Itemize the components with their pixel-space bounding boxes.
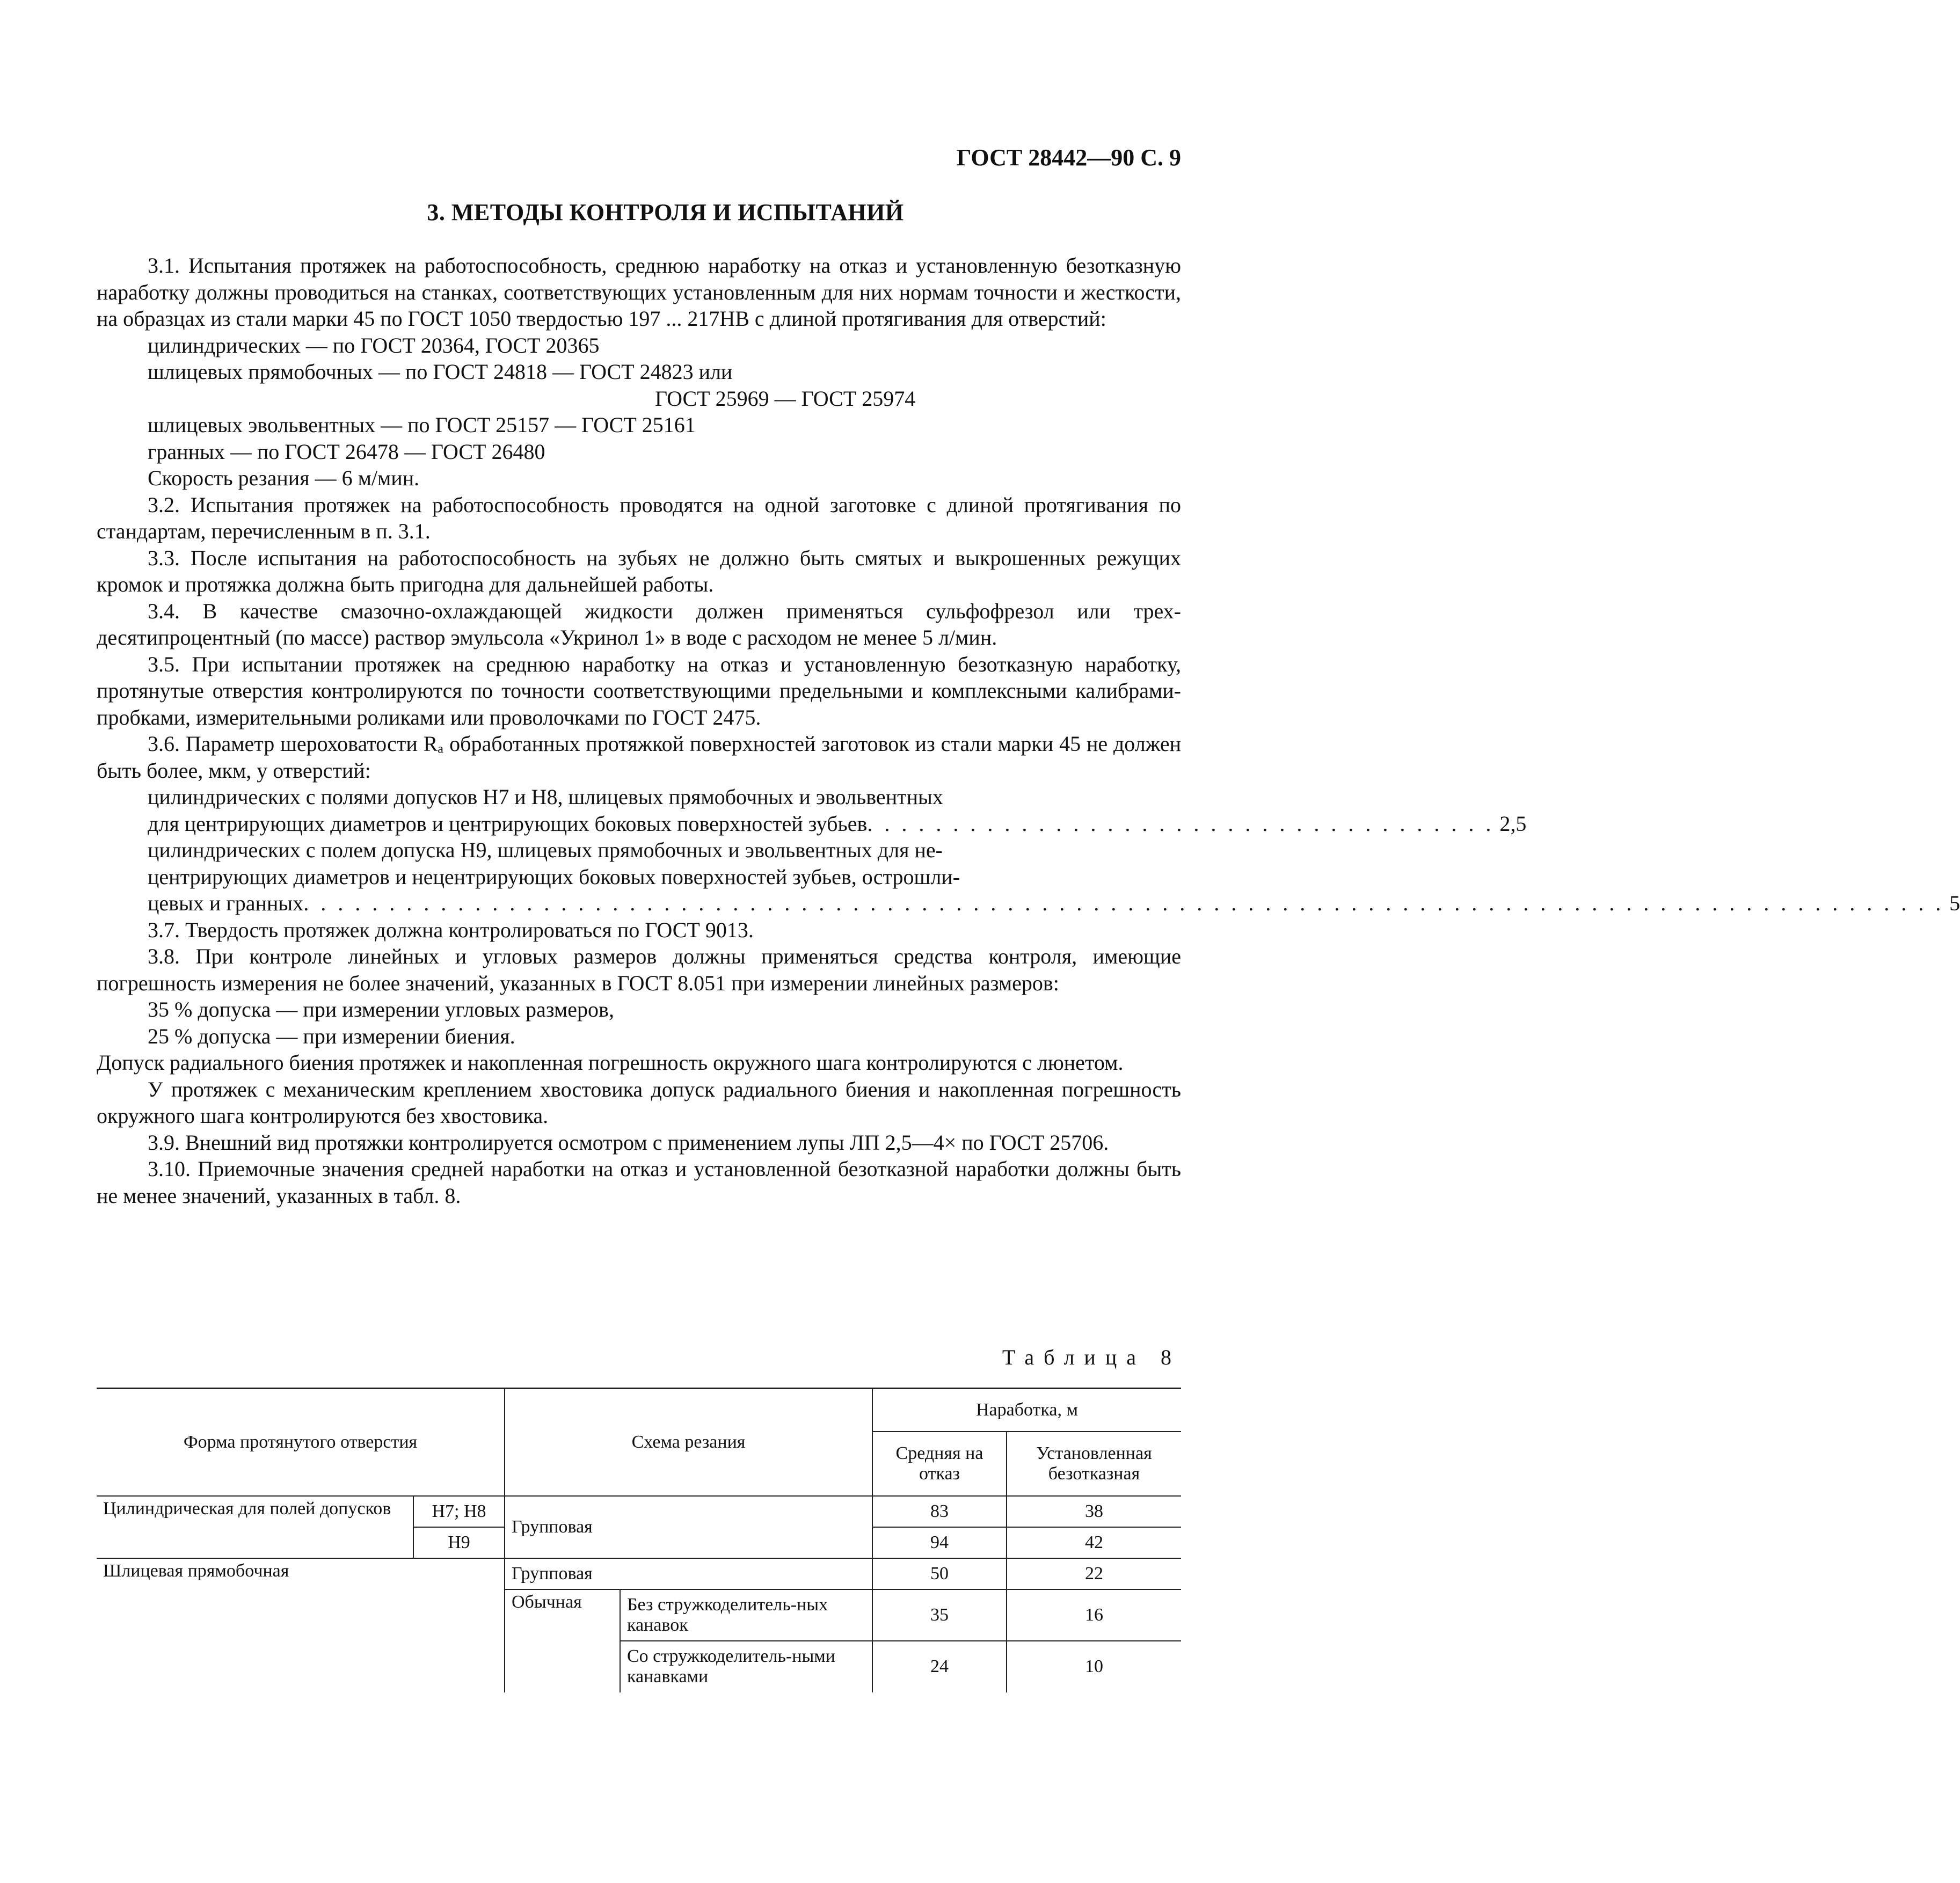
para-3-8-d: У протяжек с механическим креплением хвостовика допуск радиального биения и накопленная погрешность окружного шага контролируются без хвостовика. (97, 1077, 1181, 1128)
cell-scheme-ordinary: Обычная (505, 1589, 620, 1692)
list-item: центрирующих диаметров и нецентрирующих боковых поверхностей зубьев, острошли- (148, 864, 960, 889)
dot-leader-row (148, 890, 1960, 917)
dot-row-value: 2,5 (1499, 811, 1527, 836)
header-form: Форма протянутого отверстия (97, 1389, 505, 1496)
cell-scheme-group: Групповая (505, 1558, 872, 1589)
table-8 (97, 1388, 1181, 1692)
para-3-10: 3.10. Приемочные значения средней наработки на отказ и установленной безотказной наработки должны быть не менее значений, указанных в табл. 8. (97, 1157, 1181, 1208)
para-3-2: 3.2. Испытания протяжек на работоспособность проводятся на одной заготовке с длиной протягивания по стандартам, перечисленным в п. 3.1. (97, 492, 1181, 543)
para-3-9: 3.9. Внешний вид протяжки контролируется осмотром с применением лупы ЛП 2,5—4× по ГОСТ 25706. (148, 1130, 1109, 1155)
para-3-1: 3.1. Испытания протяжек на работоспособность, среднюю наработку на отказ и установленную безотказную наработку должны проводиться на станках, соответствующих установленным для них нормам точности и жесткости, на образцах из стали марки 45 по ГОСТ 1050 твердостью 197 ... 217НВ с длиной протягивания для отверстий: (97, 253, 1181, 331)
header-avg: Средняя на отказ (872, 1432, 1007, 1496)
cell-form-spline: Шлицевая прямобочная (97, 1558, 505, 1692)
list-item: 25 % допуска — при измерении биения. (148, 1024, 515, 1048)
header-scheme: Схема резания (505, 1389, 872, 1496)
list-item: Скорость резания — 6 м/мин. (148, 466, 420, 490)
list-item: гранных — по ГОСТ 26478 — ГОСТ 26480 (148, 439, 545, 464)
cell-est: 42 (1007, 1527, 1181, 1558)
para-3-5: 3.5. При испытании протяжек на среднюю наработку на отказ и установленную безотказную наработку, протянутые отверстия контролируются по точности соответствующими предельными и комплексными калибрами-пробками, измерительными роликами или проволочками по ГОСТ 2475. (97, 652, 1181, 729)
list-item: цилиндрических с полями допусков Н7 и Н8, шлицевых прямобочных и эвольвентных (148, 785, 943, 809)
document-body (97, 252, 1960, 1209)
cell-avg: 35 (872, 1589, 1007, 1641)
cell-form-cyl: Цилиндрическая для полей допусков (97, 1496, 413, 1558)
cell-est: 10 (1007, 1641, 1181, 1692)
cell-avg: 83 (872, 1496, 1007, 1527)
para-3-6: 3.6. Параметр шероховатости Rₐ обработанных протяжкой поверхностей заготовок из стали марки 45 не должен быть более, мкм, у отверстий: (97, 732, 1181, 783)
para-3-7: 3.7. Твердость протяжек должна контролироваться по ГОСТ 9013. (148, 917, 754, 942)
para-3-8-c: Допуск радиального биения протяжек и накопленная погрешность окружного шага контролируются с люнетом. (97, 1050, 1124, 1075)
cell-est: 38 (1007, 1496, 1181, 1527)
cell-scheme-group: Групповая (505, 1496, 872, 1558)
cell-tol-h9: Н9 (413, 1527, 505, 1558)
dot-leader: . . . . . . . . . . . . . . . . . . . . . . . . . . . . . . . . . . . . . (867, 811, 1495, 836)
section-title: 3. МЕТОДЫ КОНТРОЛЯ И ИСПЫТАНИЙ (427, 199, 904, 225)
cell-est: 16 (1007, 1589, 1181, 1641)
list-item: ГОСТ 25969 — ГОСТ 25974 (655, 386, 916, 411)
list-item: цилиндрических с полем допуска Н9, шлицевых прямобочных и эвольвентных для не- (148, 838, 943, 862)
list-item: цилиндрических — по ГОСТ 20364, ГОСТ 20365 (148, 333, 600, 357)
page-header-ref: ГОСТ 28442—90 С. 9 (956, 144, 1181, 171)
cell-avg: 50 (872, 1558, 1007, 1589)
para-3-8: 3.8. При контроле линейных и угловых размеров должны применяться средства контроля, имеющие погрешность измерения не более значений, указанных в ГОСТ 8.051 при измерении линейных размеров: (97, 944, 1181, 995)
dot-row-text: для центрирующих диаметров и центрирующих боковых поверхностей зубьев (148, 811, 868, 836)
list-item: шлицевых эвольвентных — по ГОСТ 25157 — ГОСТ 25161 (148, 413, 696, 437)
cell-avg: 24 (872, 1641, 1007, 1692)
cell-sub-scheme: Без стружкоделитель-ных канавок (620, 1589, 872, 1641)
dot-row-text: цевых и гранных (148, 891, 304, 915)
cell-est: 22 (1007, 1558, 1181, 1589)
para-3-3: 3.3. После испытания на работоспособность на зубьях не должно быть смятых и выкрошенных режущих кромок и протяжка должна быть пригодна для дальнейшей работы. (97, 545, 1181, 596)
dot-leader-row (148, 811, 1527, 837)
cell-avg: 94 (872, 1527, 1007, 1558)
dot-row-value: 5 (1949, 891, 1960, 915)
para-3-4: 3.4. В качестве смазочно-охлаждающей жидкости должен применяться сульфофрезол или трех-десятипроцентный (по массе) раствор эмульсола «Укринол 1» в воде с расходом не менее 5 л/мин. (97, 599, 1181, 649)
header-est: Установленная безотказная (1007, 1432, 1181, 1496)
list-item: шлицевых прямобочных — по ГОСТ 24818 — ГОСТ 24823 или (148, 360, 733, 384)
cell-sub-scheme: Со стружкоделитель-ными канавками (620, 1641, 872, 1692)
list-item: 35 % допуска — при измерении угловых размеров, (148, 997, 614, 1021)
table-caption: Таблица 8 (1002, 1345, 1181, 1369)
header-narabotka: Наработка, м (872, 1389, 1181, 1432)
dot-leader: . . . . . . . . . . . . . . . . . . . . . . . . . . . . . . . . . . . . . . . . . . . . . . . . . . . . . . . . . . . . . . . . . . . . . . . . . . . . . . . . . . . . . . . . . . . . . . . . (303, 891, 1944, 915)
cell-tol-h7h8: Н7; Н8 (413, 1496, 505, 1527)
